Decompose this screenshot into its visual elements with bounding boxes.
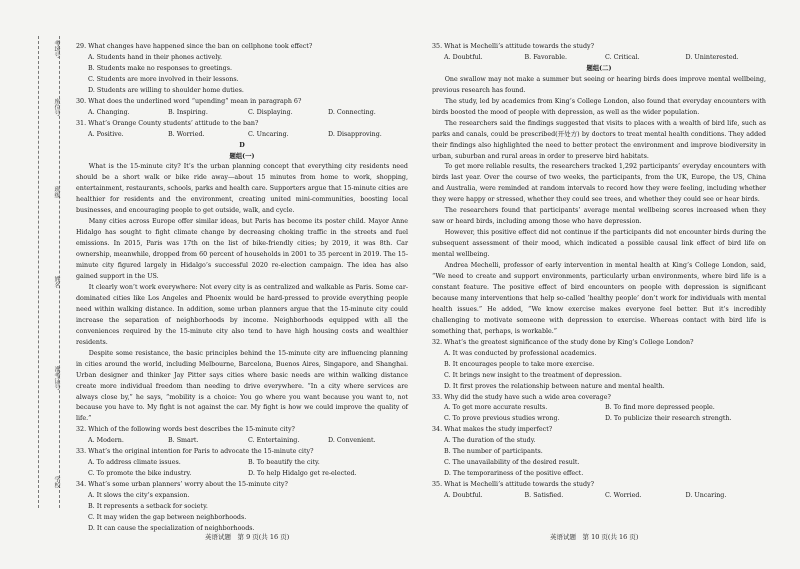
q33-left-option-c: C. To promote the bike industry. — [88, 470, 192, 478]
q34-left-option-c: C. It may widen the gap between neighborhoods. — [88, 513, 247, 521]
q32-left-option-c: C. Entertaining. — [248, 437, 300, 445]
q32-left-option-d: D. Convenient. — [328, 437, 376, 445]
right-column — [432, 42, 766, 502]
page-footer-left: 英语试题 第 9 页(共 16 页) — [205, 533, 290, 541]
margin-label-seat: 座位号 — [53, 98, 60, 116]
q35-bottom-options — [432, 491, 766, 502]
q33-right-option-d: D. To publicize their research strength. — [605, 415, 732, 423]
question-33-left: 33. What’s the original intention for Paris to advocate the 15-minute city? — [76, 448, 314, 456]
subsection-heading-2: 题组(二) — [586, 64, 612, 72]
q32-left-option-a: A. Modern. — [88, 437, 124, 445]
q30-option-b: B. Inspiring. — [168, 108, 208, 116]
q29-option-c: C. Students are more involved in their lessons. — [88, 75, 239, 83]
section-heading-d: D — [239, 141, 245, 149]
page-footer-right: 英语试题 第 10 页(共 16 页) — [550, 533, 639, 541]
q35-bottom-option-c: C. Worried. — [605, 492, 642, 500]
q32-right-option-d: D. It first proves the relationship between nature and mental health. — [444, 382, 665, 390]
q31-option-a: A. Positive. — [88, 130, 124, 138]
q33-right-option-a: A. To get more accurate results. — [444, 404, 548, 412]
margin-label-school: 学校 — [53, 476, 60, 488]
question-30: 30. What does the underlined word “upending” mean in paragraph 6? — [76, 97, 302, 105]
margin-label-name: 姓名 — [53, 276, 60, 288]
question-34-left: 34. What’s some urban planners’ worry about the 15-minute city? — [76, 481, 288, 489]
bird-paragraph-1: One swallow may not make a summer but seeing or hearing birds does improve mental wellbeing, previous research has found. — [432, 75, 766, 94]
q29-option-d: D. Students are willing to shoulder home duties. — [88, 86, 244, 94]
question-35-right: 35. What is Mechelli’s attitude towards the study? — [432, 43, 595, 50]
q32-right-option-a: A. It was conducted by professional academics. — [444, 349, 597, 357]
q34-left-option-d: D. It can cause the specialization of neighborhoods. — [88, 524, 255, 532]
q35-right-option-d: D. Uninterested. — [685, 53, 739, 61]
q30-option-d: D. Connecting. — [328, 108, 376, 116]
q33-right-option-c: C. To prove previous studies wrong. — [444, 415, 560, 423]
q34-left-option-b: B. It represents a setback for society. — [88, 503, 208, 511]
subsection-heading-1: 题组(一) — [229, 152, 255, 160]
q34-right-option-b: B. The number of participants. — [444, 448, 543, 456]
left-column — [76, 42, 408, 535]
q34-left-option-a: A. It slows the city’s expansion. — [88, 492, 190, 500]
q32-left-option-b: B. Smart. — [168, 437, 199, 445]
question-35-bottom: 35. What is Mechelli’s attitude towards the study? — [432, 481, 595, 489]
q33-left-option-d: D. To help Hidalgo get re-elected. — [248, 470, 357, 478]
bird-paragraph-4: To get more reliable results, the researchers tracked 1,292 participants’ everyday encounters with birds last year. Over the course of two weeks, the participants, from the UK, Europe, the US, China and Australia, were reminded at random intervals to record how they were feeling, including whether they were happy or stressed, whether they could see trees, and whether they could see or hear birds. — [432, 163, 766, 204]
q29-option-a: A. Students hand in their phones actively. — [88, 53, 223, 61]
q30-options — [76, 108, 408, 119]
question-32-left: 32. Which of the following words best describes the 15-minute city? — [76, 426, 295, 434]
q34-right-option-c: C. The unavailability of the desired result. — [444, 459, 580, 467]
q31-option-d: D. Disapproving. — [328, 130, 382, 138]
q33-left-option-b: B. To beautify the city. — [248, 459, 320, 467]
q30-option-a: A. Changing. — [88, 108, 130, 116]
bird-paragraph-3: The researchers said the findings suggested that visits to places with a wealth of bird life, such as parks and canals, could be prescribed(开处方) by doctors to treat mental health conditions. They added their findings also highlighted the need to better protect the environment and improve biodiversity in urban, suburban and rural areas in order to preserve bird habitats. — [432, 119, 766, 160]
q35-bottom-option-d: D. Uncaring. — [685, 492, 727, 500]
q32-left-options — [76, 436, 408, 447]
passage-paragraph-1: What is the 15-minute city? It’s the urban planning concept that everything city residents need should be a short walk or bike ride away—about 15 minutes from home to work, shopping, entertainment, restaurants, schools, parks and health care. Supporters argue that 15-minute cities are healthier for residents and the environment, creating united mini-communities, boosting local businesses, and encouraging people to get outside, walk, and cycle. — [76, 163, 408, 215]
question-29: 29. What changes have happened since the ban on cellphone took effect? — [76, 43, 313, 50]
q35-right-option-a: A. Doubtful. — [444, 53, 483, 61]
q31-options — [76, 130, 408, 141]
q34-right-option-d: D. The temporariness of the positive effect. — [444, 470, 584, 478]
q35-bottom-option-a: A. Doubtful. — [444, 492, 483, 500]
question-31: 31. What’s Orange County students’ attitude to the ban? — [76, 119, 259, 127]
question-33-right: 33. Why did the study have such a wide area coverage? — [432, 393, 611, 401]
q33-left-options — [76, 458, 408, 480]
passage-paragraph-2: Many cities across Europe offer similar ideas, but Paris has become its poster child. Mayor Anne Hidalgo has sought to fight climate change by decreasing choking traffic in the streets and fuel emissions. In 2015, Paris was 17th on the list of bike-friendly cities; by 2019, it was 8th. Car ownership, meanwhile, dropped from 60 percent of households in 2001 to 35 percent in 2019. The 15-minute city figured largely in Hidalgo’s successful 2020 re-election campaign. The idea has also gained support in the US. — [76, 218, 408, 281]
q33-left-option-a: A. To address climate issues. — [88, 459, 181, 467]
q35-bottom-option-b: B. Satisfied. — [524, 492, 564, 500]
q35-right-options — [432, 53, 766, 64]
margin-label-class: 班级 — [53, 186, 60, 198]
q31-option-b: B. Worried. — [168, 130, 205, 138]
q29-option-b: B. Students make no responses to greetings. — [88, 64, 233, 72]
q35-right-option-b: B. Favorable. — [524, 53, 568, 61]
passage-paragraph-4: Despite some resistance, the basic principles behind the 15-minute city are influencing planning in cities around the world, including Melbourne, Barcelona, Buenos Aires, Singapore, and Shanghai. Urban designer and thinker Jay Pitter says cities where basic needs are within walking distance create more individual freedom than needing to drive everywhere. “In a city where services are always close by,” he says, “mobility is a choice: You go where you want because you want to, not because you have to. My fight is not against the car. My fight is how we could improve the quality of life.” — [76, 349, 408, 423]
q30-option-c: C. Displaying. — [248, 108, 293, 116]
q31-option-c: C. Uncaring. — [248, 130, 289, 138]
q34-right-option-a: A. The duration of the study. — [444, 437, 536, 445]
q35-right-option-c: C. Critical. — [605, 53, 640, 61]
question-32-right: 32. What’s the greatest significance of the study done by King’s College London? — [432, 338, 694, 346]
passage-paragraph-3: It clearly won’t work everywhere: Not every city is as centralized and walkable as Paris. Some car-dominated cities like Los Angeles and Phoenix would be hard-pressed to provide everything people need within walking distance. In addition, some urban planners argue that the 15-minute city could increase the separation of neighborhoods by income. Neighborhoods equipped with all the conveniences required by the 15-minute city also tend to have high housing costs and wealthier residents. — [76, 283, 408, 346]
bird-paragraph-7: Andrea Mechelli, professor of early intervention in mental health at King’s College London, said, “We need to create and support environments, particularly urban environments, where bird life is a constant feature. The positive effect of bird encounters on people with depression is significant because many interventions that help so-called ‘healthy people’ don’t work for individuals with mental health issues.” He added, “We know exercise makes everyone feel better. But it’s incredibly challenging to motivate someone with depression to exercise. Whereas contact with bird life is something that, perhaps, is workable.” — [432, 262, 766, 335]
binding-margin — [38, 36, 60, 508]
margin-label-ticket: 准考证号 — [53, 366, 60, 390]
q33-right-option-b: B. To find more depressed people. — [605, 404, 715, 412]
bird-paragraph-6: However, this positive effect did not continue if the participants did not encounter birds during the subsequent assessment of their mood, which indicated a possible causal link effect of bird life on mental wellbeing. — [432, 229, 766, 259]
q32-right-option-c: C. It brings new insight to the treatment of depression. — [444, 371, 622, 379]
margin-label-exam-room: 考场号 — [53, 40, 60, 58]
bird-paragraph-2: The study, led by academics from King’s College London, also found that everyday encounters with birds boosted the mood of people with depression, as well as the wider population. — [432, 97, 766, 116]
bird-paragraph-5: The researchers found that participants’ average mental wellbeing scores increased when they saw or heard birds, including among those who have depression. — [432, 207, 766, 226]
q33-right-options — [432, 403, 766, 425]
question-34-right: 34. What makes the study imperfect? — [432, 426, 553, 434]
q32-right-option-b: B. It encourages people to take more exercise. — [444, 360, 595, 368]
